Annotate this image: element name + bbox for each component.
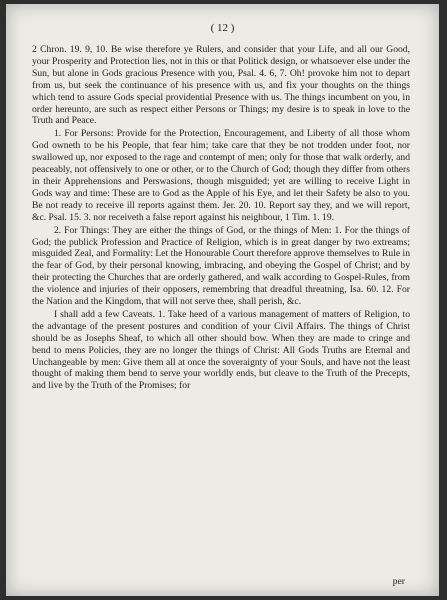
document-page [6, 4, 439, 596]
paragraph-caveats: I shall add a few Caveats. 1. Take heed of a various management of matters of Religion, to the advantage of the present postures and condition of your Civil Affairs. The things of Christ should be as Josephs Sheaf, to which all other should bow. When they are made to cringe and bend to mens Policies, they are no longer the things of Christ: All Gods Truths are Eternal and Unchangeable by men: Give them all at once the soveraignty of your Souls, and have not the least thought of making them bend to serve your worldly ends, but cleave to the Truth of the Precepts, and live by the Truth of the Promises; for [32, 308, 410, 392]
page-number: ( 12 ) [210, 22, 235, 34]
paragraph-things: 2. For Things: They are either the things of God, or the things of Men: 1. For the things of God; the publick Profession and Practice of Religion, which is in great danger by two extreams; misguided Zeal, and Formality: Let the Honourable Court therefore approve themselves to Rule in the fear of God, by their personal knowing, imbracing, and obeying the Gospel of Christ; and by their protecting the Churches that are orderly gathered, and walk according to Gospel-Rules, from the violence and injuries of their opposers, remembring that dreadful threatning, Isa. 60. 12. For the Nation and the Kingdom, that will not serve thee, shall perish, &c. [32, 224, 410, 308]
catchword: per [392, 576, 405, 587]
body-text [32, 44, 410, 393]
paragraph-intro: 2 Chron. 19. 9, 10. Be wise therefore ye Rulers, and consider that your Life, and all our Good, your Prosperity and Protection lies, not in this or that Politick design, or whatsoever else under the Sun, but alone in Gods gracious Presence with you, Psal. 4. 6, 7. Oh! provoke him not to depart from us, but seek the continuance of his presence with us, and fix your thoughts on the things which tend to assure Gods special providential Presence with us. The things incumbent on you, in order hereunto, are such as respect either Persons or Things; my desire is to speak in love to the Truth and Peace. [32, 44, 410, 127]
paragraph-persons: 1. For Persons: Provide for the Protection, Encouragement, and Liberty of all those whom God owneth to be his People, that fear him; take care that they be not trodden under foot, nor swallowed up, nor exposed to the rage and contempt of men; only for those that walk orderly, and peaceably, not offensively to one or other, or to the Church of God; though they differ from others in their Apprehensions and Perswasions, though misguided; yet are willing to receive Light in Gods way and time: These are to God as the Apple of his Eye, and let their Safety be also to you. Be not ready to receive ill reports against them. Jer. 20. 10. Report say they, and we will report, &c. Psal. 15. 3. nor receiveth a false report against his neighbour, 1 Tim. 1. 19. [32, 128, 410, 223]
